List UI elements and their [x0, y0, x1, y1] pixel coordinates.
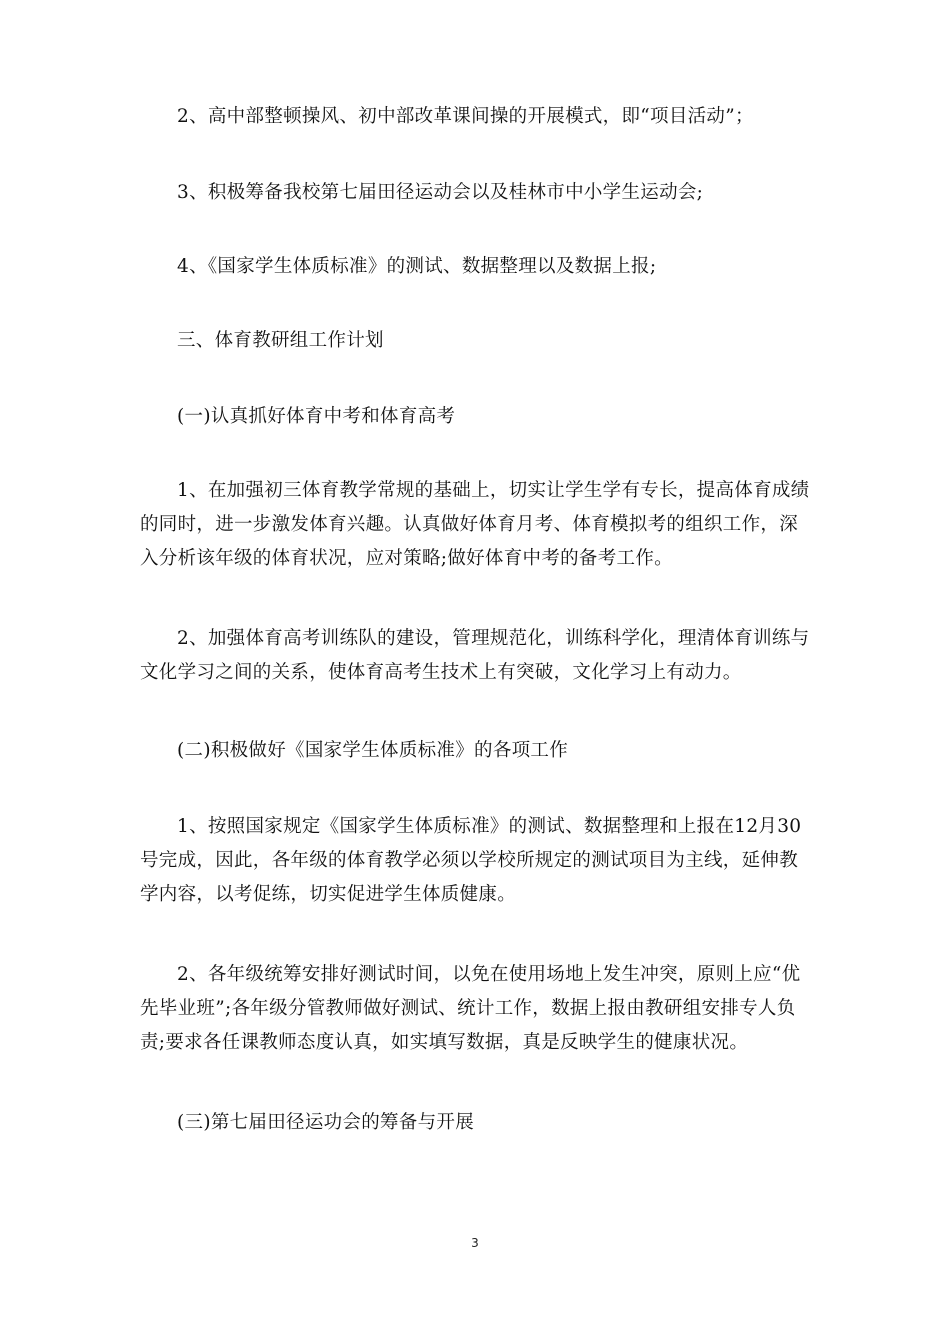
section-heading-3: 三、体育教研组工作计划 [177, 330, 384, 351]
subsection-heading-3: (三)第七届田径运功会的筹备与开展 [177, 1112, 475, 1133]
paragraph-item-4: 4、《国家学生体质标准》的测试、数据整理以及数据上报; [177, 256, 657, 277]
subsection-heading-1: (一)认真抓好体育中考和体育高考 [177, 406, 456, 427]
paragraph-standard-1: 1、按照国家规定《国家学生体质标准》的测试、数据整理和上报在12月30号完成，因此，各年级的体育教学必须以学校所规定的测试项目为主线，延伸教学内容，以考促练，切实促进学生体质健康。 [140, 816, 802, 905]
paragraph-item-2: 2、高中部整顿操风、初中部改革课间操的开展模式，即“项目活动”； [177, 106, 754, 127]
paragraph-exam-1: 1、在加强初三体育教学常规的基础上，切实让学生学有专长，提高体育成绩的同时，进一步激发体育兴趣。认真做好体育月考、体育模拟考的组织工作，深入分析该年级的体育状况，应对策略;做好体育中考的备考工作。 [140, 480, 810, 569]
paragraph-exam-2: 2、加强体育高考训练队的建设，管理规范化，训练科学化，理清体育训练与文化学习之间的关系，使体育高考生技术上有突破，文化学习上有动力。 [140, 628, 810, 683]
page-number: 3 [471, 1236, 479, 1250]
paragraph-item-3: 3、积极筹备我校第七届田径运动会以及桂林市中小学生运动会; [177, 182, 704, 203]
subsection-heading-2: (二)积极做好《国家学生体质标准》的各项工作 [177, 740, 569, 761]
paragraph-standard-2: 2、各年级统筹安排好测试时间，以免在使用场地上发生冲突，原则上应“优先毕业班”;各年级分管教师做好测试、统计工作，数据上报由教研组安排专人负责;要求各任课教师态度认真，如实填写数据，真是反映学生的健康状况。 [140, 964, 801, 1053]
